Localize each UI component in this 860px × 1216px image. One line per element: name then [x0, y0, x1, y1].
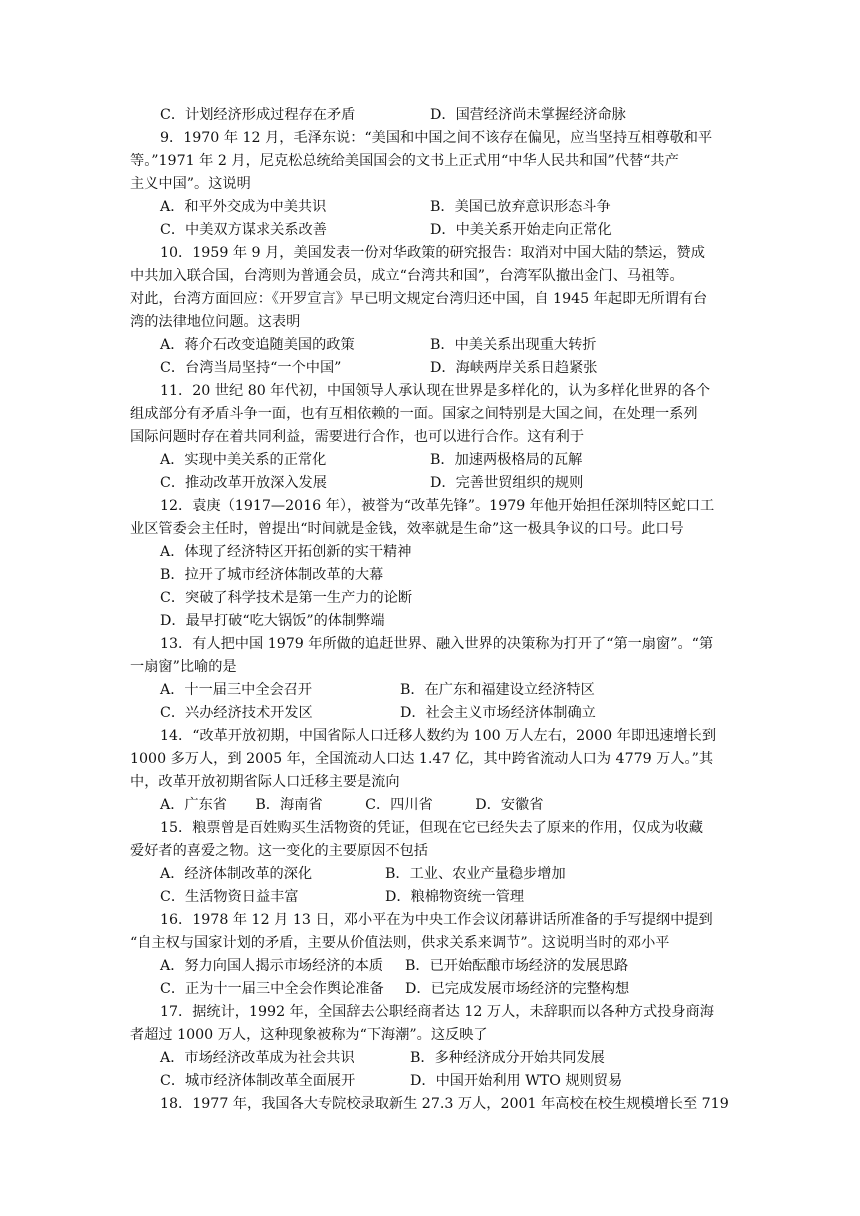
option-11c: C．推动改革开放深入发展: [160, 475, 327, 491]
question-14-line-1: 14．“改革开放初期，中国省际人口迁移人数约为 100 万人左右，2000 年即迅速增长到: [160, 728, 717, 744]
option-8c: C．计划经济形成过程存在矛盾: [160, 107, 356, 123]
question-11-line-3: 国际问题时存在着共同利益，需要进行合作，也可以进行合作。这有利于: [130, 429, 585, 445]
question-10-line-2: 中共加入联合国，台湾则为普通会员，成立“台湾共和国”，台湾军队撤出金门、马祖等。: [130, 268, 684, 284]
question-10-line-3: 对此，台湾方面回应：《开罗宣言》早已明文规定台湾归还中国，自 1945 年起即无所谓有台: [130, 291, 708, 307]
question-9-line-1: 9．1970 年 12 月，毛泽东说：“美国和中国之间不该存在偏见，应当坚持互相尊敬和平: [160, 130, 713, 146]
option-16b: B．已开始酝酿市场经济的发展思路: [405, 958, 629, 974]
option-12d: D．最早打破“吃大锅饭”的体制弊端: [160, 613, 385, 629]
option-13a: A．十一届三中全会召开: [160, 682, 313, 698]
question-9-line-3: 主义中国”。这说明: [130, 176, 251, 192]
option-17b: B．多种经济成分开始共同发展: [410, 1050, 605, 1066]
question-17-line-2: 者超过 1000 万人，这种现象被称为“下海潮”。这反映了: [130, 1027, 488, 1043]
option-12c: C．突破了科学技术是第一生产力的论断: [160, 590, 413, 606]
question-13-line-1: 13．有人把中国 1979 年所做的追赶世界、融入世界的决策称为打开了“第一扇窗”。“第: [160, 636, 714, 652]
option-16a: A．努力向国人揭示市场经济的本质: [160, 958, 384, 974]
option-17a: A．市场经济改革成为社会共识: [160, 1050, 355, 1066]
option-17c: C．城市经济体制改革全面展开: [160, 1073, 356, 1089]
option-15d: D．粮棉物资统一管理: [385, 889, 525, 905]
option-16d: D．已完成发展市场经济的完整构想: [405, 981, 630, 997]
question-12-line-2: 业区管委会主任时，曾提出“时间就是金钱，效率就是生命”这一极具争议的口号。此口号: [130, 521, 684, 537]
question-10-line-1: 10．1959 年 9 月，美国发表一份对华政策的研究报告：取消对中国大陆的禁运，赞成: [160, 245, 705, 261]
option-10b: B．中美关系出现重大转折: [430, 337, 597, 353]
option-16c: C．正为十一届三中全会作舆论准备: [160, 981, 384, 997]
question-16-line-2: “自主权与国家计划的矛盾，主要从价值法则，供求关系来调节”。这说明当时的邓小平: [130, 935, 670, 951]
question-17-line-1: 17．据统计，1992 年，全国辞去公职经商者达 12 万人，未辞职而以各种方式投身商海: [160, 1004, 714, 1020]
option-9c: C．中美双方谋求关系改善: [160, 222, 327, 238]
option-11b: B．加速两极格局的瓦解: [430, 452, 583, 468]
option-17d: D．中国开始利用 WTO 规则贸易: [410, 1073, 623, 1089]
option-8d: D．国营经济尚未掌握经济命脉: [430, 107, 626, 123]
option-15c: C．生活物资日益丰富: [160, 889, 299, 905]
option-9d: D．中美关系开始走向正常化: [430, 222, 612, 238]
option-15a: A．经济体制改革的深化: [160, 866, 313, 882]
option-13c: C．兴办经济技术开发区: [160, 705, 313, 721]
question-13-line-2: 一扇窗”比喻的是: [130, 659, 237, 675]
option-10c: C．台湾当局坚持“一个中国”: [160, 360, 342, 376]
question-11-line-1: 11．20 世纪 80 年代初，中国领导人承认现在世界是多样化的，认为多样化世界的各个: [160, 383, 711, 399]
question-10-line-4: 湾的法律地位问题。这表明: [130, 314, 301, 330]
option-13b: B．在广东和福建设立经济特区: [400, 682, 595, 698]
option-11d: D．完善世贸组织的规则: [430, 475, 584, 491]
question-12-line-1: 12．袁庚（1917—2016 年），被誉为“改革先锋”。1979 年他开始担任深圳特区蛇口工: [160, 498, 715, 514]
option-13d: D．社会主义市场经济体制确立: [400, 705, 596, 721]
option-10a: A．蒋介石改变追随美国的政策: [160, 337, 355, 353]
question-16-line-1: 16．1978 年 12 月 13 日，邓小平在为中央工作会议闭幕讲话所准备的手写提纲中提到: [160, 912, 713, 928]
question-14-line-3: 中，改革开放初期省际人口迁移主要是流向: [130, 774, 400, 790]
option-15b: B．工业、农业产量稳步增加: [385, 866, 566, 882]
option-12a: A．体现了经济特区开拓创新的实干精神: [160, 544, 412, 560]
question-11-line-2: 组成部分有矛盾斗争一面，也有互相依赖的一面。国家之间特别是大国之间，在处理一系列: [130, 406, 698, 422]
question-18-line-1: 18．1977 年，我国各大专院校录取新生 27.3 万人，2001 年高校在校生规模增长至 719: [160, 1096, 729, 1112]
option-10d: D．海峡两岸关系日趋紧张: [430, 360, 598, 376]
option-12b: B．拉开了城市经济体制改革的大幕: [160, 567, 384, 583]
option-9b: B．美国已放弃意识形态斗争: [430, 199, 611, 215]
question-9-line-2: 等。”1971 年 2 月，尼克松总统给美国国会的文书上正式用“中华人民共和国”代替“共产: [130, 153, 679, 169]
question-15-line-2: 爱好者的喜爱之物。这一变化的主要原因不包括: [130, 843, 428, 859]
options-14: A．广东省 B．海南省 C．四川省 D．安徽省: [160, 797, 544, 813]
question-14-line-2: 1000 多万人，到 2005 年，全国流动人口达 1.47 亿，其中跨省流动人口为 4779 万人。”其: [130, 751, 714, 767]
option-11a: A．实现中美关系的正常化: [160, 452, 327, 468]
option-9a: A．和平外交成为中美共识: [160, 199, 327, 215]
question-15-line-1: 15．粮票曾是百姓购买生活物资的凭证，但现在它已经失去了原来的作用，仅成为收藏: [160, 820, 703, 836]
